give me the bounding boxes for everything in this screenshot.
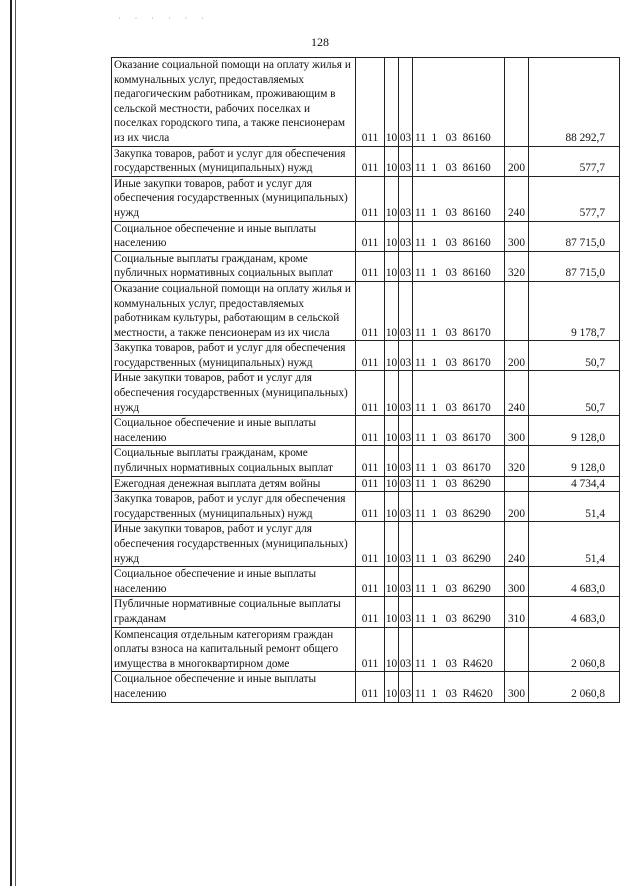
table-row (112, 567, 620, 597)
cell-target-article: 11 1 03 86160 (413, 176, 505, 221)
row-name: Оказание социальной помощи на оплату жилья и коммунальных услуг, предоставляемых работникам культуры, работающим в сельской местности, а также пенсионерам из их числа (112, 281, 356, 340)
cell-target-article: 11 1 03 86170 (413, 446, 505, 476)
cell-podrazdel: 03 (399, 221, 413, 251)
cell-target-article: 11 1 03 86160 (413, 58, 505, 147)
cell-razdel: 10 (385, 221, 399, 251)
cell-ved: 011 (356, 672, 385, 702)
row-name: Оказание социальной помощи на оплату жилья и коммунальных услуг, предоставляемых педагогическим работникам, проживающим в сельской местности, рабочих поселках и поселках городского типа, а также пенсионерам из их числа (112, 58, 356, 147)
cell-ved: 011 (356, 341, 385, 371)
cell-razdel: 10 (385, 597, 399, 627)
cell-target-article: 11 1 03 86160 (413, 146, 505, 176)
cell-podrazdel: 03 (399, 492, 413, 522)
table-row (112, 221, 620, 251)
cell-podrazdel: 03 (399, 672, 413, 702)
cell-podrazdel: 03 (399, 446, 413, 476)
cell-ved: 011 (356, 567, 385, 597)
row-name: Социальные выплаты гражданам, кроме публичных нормативных социальных выплат (112, 446, 356, 476)
cell-target-article: 11 1 03 86290 (413, 567, 505, 597)
cell-expense-type: 200 (505, 492, 529, 522)
cell-razdel: 10 (385, 627, 399, 672)
row-name: Социальное обеспечение и иные выплаты населению (112, 416, 356, 446)
table-row (112, 416, 620, 446)
table-row (112, 58, 620, 147)
cell-expense-type: 300 (505, 416, 529, 446)
cell-razdel: 10 (385, 522, 399, 567)
cell-razdel: 10 (385, 251, 399, 281)
table-row (112, 371, 620, 416)
row-name: Социальные выплаты гражданам, кроме публичных нормативных социальных выплат (112, 251, 356, 281)
cell-ved: 011 (356, 176, 385, 221)
cell-target-article: 11 1 03 86170 (413, 416, 505, 446)
cell-razdel: 10 (385, 341, 399, 371)
cell-ved: 011 (356, 58, 385, 147)
cell-podrazdel: 03 (399, 476, 413, 492)
cell-target-article: 11 1 03 86160 (413, 251, 505, 281)
cell-sum: 577,7 (529, 176, 620, 221)
cell-target-article: 11 1 03 86170 (413, 371, 505, 416)
cell-ved: 011 (356, 597, 385, 627)
cell-ved: 011 (356, 251, 385, 281)
binding-edge-line (10, 0, 12, 886)
row-name: Закупка товаров, работ и услуг для обеспечения государственных (муниципальных) нужд (112, 341, 356, 371)
row-name: Публичные нормативные социальные выплаты гражданам (112, 597, 356, 627)
table-row (112, 476, 620, 492)
cell-podrazdel: 03 (399, 341, 413, 371)
cell-sum: 87 715,0 (529, 221, 620, 251)
cell-razdel: 10 (385, 58, 399, 147)
cell-razdel: 10 (385, 492, 399, 522)
cell-sum: 50,7 (529, 341, 620, 371)
cell-expense-type: 240 (505, 522, 529, 567)
cell-sum: 9 128,0 (529, 416, 620, 446)
cell-razdel: 10 (385, 416, 399, 446)
cell-target-article: 11 1 03 86290 (413, 492, 505, 522)
cell-ved: 011 (356, 416, 385, 446)
cell-ved: 011 (356, 492, 385, 522)
table-row (112, 281, 620, 340)
cell-sum: 2 060,8 (529, 627, 620, 672)
cell-razdel: 10 (385, 567, 399, 597)
cell-sum: 4 734,4 (529, 476, 620, 492)
cell-expense-type: 240 (505, 371, 529, 416)
cell-podrazdel: 03 (399, 416, 413, 446)
cell-sum: 577,7 (529, 146, 620, 176)
cell-target-article: 11 1 03 86290 (413, 476, 505, 492)
cell-expense-type: 320 (505, 251, 529, 281)
cell-sum: 9 178,7 (529, 281, 620, 340)
cell-podrazdel: 03 (399, 627, 413, 672)
table-row (112, 597, 620, 627)
cell-ved: 011 (356, 627, 385, 672)
cell-target-article: 11 1 03 86170 (413, 341, 505, 371)
row-name: Закупка товаров, работ и услуг для обеспечения государственных (муниципальных) нужд (112, 146, 356, 176)
cell-expense-type: 310 (505, 597, 529, 627)
cell-sum: 2 060,8 (529, 672, 620, 702)
table-row (112, 672, 620, 702)
cell-razdel: 10 (385, 672, 399, 702)
table-row (112, 446, 620, 476)
row-name: Социальное обеспечение и иные выплаты населению (112, 221, 356, 251)
scan-noise: · · · · · · (118, 14, 210, 23)
cell-target-article: 11 1 03 86170 (413, 281, 505, 340)
cell-podrazdel: 03 (399, 522, 413, 567)
budget-table (111, 57, 620, 703)
row-name: Закупка товаров, работ и услуг для обеспечения государственных (муниципальных) нужд (112, 492, 356, 522)
cell-expense-type (505, 281, 529, 340)
row-name: Иные закупки товаров, работ и услуг для обеспечения государственных (муниципальных) нужд (112, 176, 356, 221)
cell-expense-type (505, 58, 529, 147)
cell-target-article: 11 1 03 86160 (413, 221, 505, 251)
row-name: Иные закупки товаров, работ и услуг для обеспечения государственных (муниципальных) нужд (112, 371, 356, 416)
cell-expense-type: 200 (505, 341, 529, 371)
table-row (112, 627, 620, 672)
cell-sum: 4 683,0 (529, 567, 620, 597)
cell-ved: 011 (356, 476, 385, 492)
cell-ved: 011 (356, 522, 385, 567)
cell-expense-type: 300 (505, 672, 529, 702)
cell-ved: 011 (356, 371, 385, 416)
cell-sum: 51,4 (529, 522, 620, 567)
cell-target-article: 11 1 03 86290 (413, 522, 505, 567)
cell-ved: 011 (356, 146, 385, 176)
row-name: Ежегодная денежная выплата детям войны (112, 476, 356, 492)
cell-sum: 50,7 (529, 371, 620, 416)
cell-podrazdel: 03 (399, 281, 413, 340)
table-row (112, 341, 620, 371)
row-name: Социальное обеспечение и иные выплаты населению (112, 672, 356, 702)
cell-ved: 011 (356, 281, 385, 340)
table-row (112, 251, 620, 281)
cell-ved: 011 (356, 446, 385, 476)
cell-razdel: 10 (385, 146, 399, 176)
cell-sum: 51,4 (529, 492, 620, 522)
cell-podrazdel: 03 (399, 597, 413, 627)
cell-expense-type: 300 (505, 567, 529, 597)
page-number: 128 (311, 35, 329, 49)
cell-target-article: 11 1 03 R4620 (413, 672, 505, 702)
cell-razdel: 10 (385, 476, 399, 492)
cell-podrazdel: 03 (399, 567, 413, 597)
cell-podrazdel: 03 (399, 371, 413, 416)
table-row (112, 492, 620, 522)
cell-expense-type (505, 476, 529, 492)
cell-podrazdel: 03 (399, 176, 413, 221)
cell-sum: 4 683,0 (529, 597, 620, 627)
cell-expense-type: 200 (505, 146, 529, 176)
table-row (112, 176, 620, 221)
cell-expense-type (505, 627, 529, 672)
cell-sum: 9 128,0 (529, 446, 620, 476)
cell-target-article: 11 1 03 86290 (413, 597, 505, 627)
cell-expense-type: 320 (505, 446, 529, 476)
cell-ved: 011 (356, 221, 385, 251)
cell-sum: 87 715,0 (529, 251, 620, 281)
cell-sum: 88 292,7 (529, 58, 620, 147)
cell-podrazdel: 03 (399, 251, 413, 281)
table-row (112, 522, 620, 567)
table-row (112, 146, 620, 176)
cell-razdel: 10 (385, 281, 399, 340)
row-name: Социальное обеспечение и иные выплаты населению (112, 567, 356, 597)
table-body (112, 58, 620, 703)
binding-edge-line-inner (15, 0, 16, 886)
cell-target-article: 11 1 03 R4620 (413, 627, 505, 672)
cell-expense-type: 240 (505, 176, 529, 221)
cell-podrazdel: 03 (399, 146, 413, 176)
cell-razdel: 10 (385, 371, 399, 416)
row-name: Компенсация отдельным категориям граждан оплаты взноса на капитальный ремонт общего имущества в многоквартирном доме (112, 627, 356, 672)
cell-podrazdel: 03 (399, 58, 413, 147)
cell-expense-type: 300 (505, 221, 529, 251)
cell-razdel: 10 (385, 176, 399, 221)
row-name: Иные закупки товаров, работ и услуг для обеспечения государственных (муниципальных) нужд (112, 522, 356, 567)
cell-razdel: 10 (385, 446, 399, 476)
